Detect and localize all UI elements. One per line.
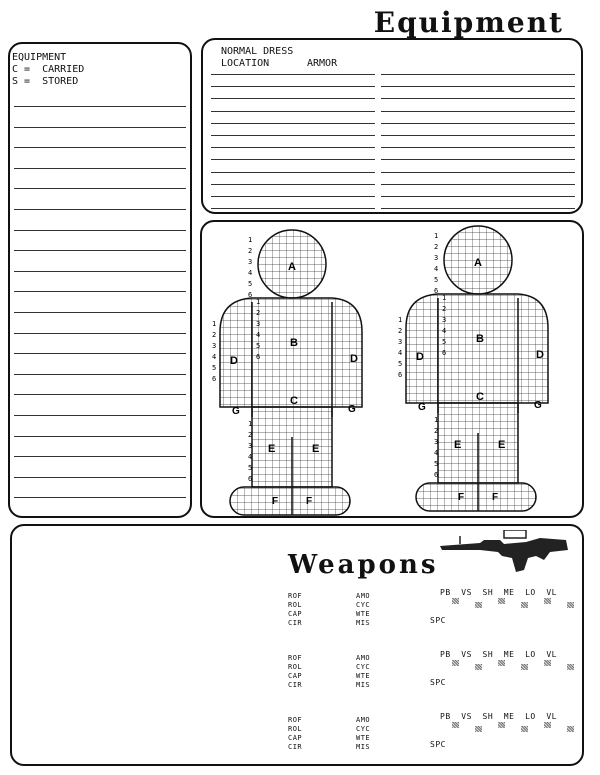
range-box [567, 726, 574, 732]
range-box [498, 660, 505, 666]
equipment-entry-line [14, 188, 186, 189]
row-number: 3 [248, 258, 253, 266]
arm-label-right: D [350, 353, 358, 365]
leg-label-left: E [454, 439, 462, 451]
hand-label-right: G [348, 404, 356, 415]
weapon-stat-labels-2: AMO CYC WTE MIS [356, 592, 371, 627]
torso-label: B [290, 337, 298, 349]
range-box [544, 722, 551, 728]
equipment-entry-line [14, 353, 186, 354]
row-number: 2 [248, 247, 253, 255]
arm-label-right: D [536, 349, 544, 361]
arm-label-left: D [416, 351, 424, 363]
row-number: 2 [442, 305, 447, 313]
body-figure-front [220, 230, 362, 515]
row-number: 2 [398, 327, 403, 335]
carried-legend: C = CARRIED [12, 64, 85, 75]
row-number: 3 [434, 254, 439, 262]
equipment-entry-line [14, 250, 186, 251]
armor-entry-line [381, 208, 575, 209]
foot-label-left: F [458, 492, 465, 503]
row-number: 5 [434, 460, 439, 468]
range-box [498, 598, 505, 604]
abdomen-label: C [476, 391, 484, 403]
armor-entry-line [381, 86, 575, 87]
abdomen-label: C [290, 395, 298, 407]
row-number: 4 [212, 353, 217, 361]
special-label: SPC [430, 616, 446, 625]
weapon-stat-labels-2: AMO CYC WTE MIS [356, 654, 371, 689]
row-number: 6 [248, 475, 253, 483]
row-number: 1 [212, 320, 217, 328]
range-box [567, 664, 574, 670]
row-number: 3 [398, 338, 403, 346]
equipment-entry-line [14, 291, 186, 292]
row-number: 6 [398, 371, 403, 379]
row-number: 2 [256, 309, 261, 317]
torso-label: B [476, 333, 484, 345]
equipment-entry-line [14, 230, 186, 231]
range-box [521, 726, 528, 732]
row-number: 4 [256, 331, 261, 339]
range-band-labels: PB VS SH ME LO VL [440, 588, 557, 597]
armor-entry-line [381, 98, 575, 99]
weapons-title: Weapons [288, 550, 439, 580]
row-number: 3 [256, 320, 261, 328]
equipment-entry-line [14, 168, 186, 169]
page-title: Equipment [373, 6, 564, 39]
row-number: 2 [434, 427, 439, 435]
location-entry-line [211, 196, 375, 197]
equipment-entry-line [14, 415, 186, 416]
range-box [452, 722, 459, 728]
location-entry-line [211, 123, 375, 124]
leg-label-right: E [312, 443, 320, 455]
equipment-entry-line [14, 436, 186, 437]
head-label: A [288, 261, 296, 273]
equipment-entry-line [14, 271, 186, 272]
special-label: SPC [430, 678, 446, 687]
row-number: 6 [248, 291, 253, 299]
range-box [498, 722, 505, 728]
armor-entry-line [381, 74, 575, 75]
armor-entry-line [381, 135, 575, 136]
row-number: 6 [434, 471, 439, 479]
row-number: 5 [212, 364, 217, 372]
armor-entry-line [381, 147, 575, 148]
range-box [567, 602, 574, 608]
range-box [475, 726, 482, 732]
rifle-icon [440, 530, 570, 576]
row-number: 4 [248, 269, 253, 277]
location-entry-line [211, 172, 375, 173]
armor-entry-line [381, 184, 575, 185]
row-number: 4 [442, 327, 447, 335]
location-entry-line [211, 111, 375, 112]
leg-label-right: E [498, 439, 506, 451]
weapon-stat-labels: ROF ROL CAP CIR [288, 592, 303, 627]
hit-location-diagrams [202, 222, 582, 516]
armor-entry-line [381, 123, 575, 124]
row-number: 6 [212, 375, 217, 383]
range-box [475, 664, 482, 670]
row-number: 6 [256, 353, 261, 361]
range-box [544, 598, 551, 604]
row-number: 5 [434, 276, 439, 284]
arm-label-left: D [230, 355, 238, 367]
weapon-stat-labels: ROF ROL CAP CIR [288, 654, 303, 689]
equipment-panel [8, 42, 192, 518]
special-label: SPC [430, 740, 446, 749]
row-number: 4 [398, 349, 403, 357]
armor-column-header: ARMOR [307, 58, 338, 69]
row-number: 2 [434, 243, 439, 251]
hand-label-left: G [418, 402, 426, 413]
foot-label-right: F [492, 492, 499, 503]
equipment-entry-line [14, 127, 186, 128]
normal-dress-panel [201, 38, 583, 214]
hand-label-right: G [534, 400, 542, 411]
row-number: 6 [442, 349, 447, 357]
equipment-entry-line [14, 497, 186, 498]
weapon-stat-labels: ROF ROL CAP CIR [288, 716, 303, 751]
location-entry-line [211, 184, 375, 185]
equipment-entry-line [14, 106, 186, 107]
leg-label-left: E [268, 443, 276, 455]
equipment-entry-line [14, 374, 186, 375]
armor-entry-line [381, 196, 575, 197]
armor-entry-line [381, 111, 575, 112]
equipment-entry-line [14, 312, 186, 313]
range-box [521, 602, 528, 608]
equipment-heading: EQUIPMENT [12, 52, 67, 63]
armor-entry-line [381, 172, 575, 173]
range-box [544, 660, 551, 666]
row-number: 3 [248, 442, 253, 450]
armor-entry-line [381, 159, 575, 160]
equipment-entry-line [14, 147, 186, 148]
location-entry-line [211, 159, 375, 160]
location-entry-line [211, 86, 375, 87]
range-box [452, 598, 459, 604]
equipment-entry-line [14, 456, 186, 457]
row-number: 1 [434, 416, 439, 424]
row-number: 1 [434, 232, 439, 240]
row-number: 5 [256, 342, 261, 350]
stored-legend: S = STORED [12, 76, 79, 87]
row-number: 3 [212, 342, 217, 350]
row-number: 1 [248, 236, 253, 244]
location-entry-line [211, 98, 375, 99]
row-number: 2 [248, 431, 253, 439]
row-number: 1 [442, 294, 447, 302]
range-box [452, 660, 459, 666]
foot-label-right: F [306, 496, 313, 507]
weapons-panel [10, 524, 584, 766]
weapon-stat-labels-2: AMO CYC WTE MIS [356, 716, 371, 751]
range-band-labels: PB VS SH ME LO VL [440, 712, 557, 721]
row-number: 5 [442, 338, 447, 346]
row-number: 3 [434, 438, 439, 446]
location-entry-line [211, 74, 375, 75]
hit-location-panel [200, 220, 584, 518]
row-number: 4 [434, 265, 439, 273]
range-band-labels: PB VS SH ME LO VL [440, 650, 557, 659]
row-number: 5 [398, 360, 403, 368]
row-number: 1 [398, 316, 403, 324]
row-number: 3 [442, 316, 447, 324]
range-box [475, 602, 482, 608]
foot-label-left: F [272, 496, 279, 507]
location-column-header: LOCATION [221, 58, 270, 69]
equipment-entry-line [14, 477, 186, 478]
location-entry-line [211, 135, 375, 136]
location-entry-line [211, 208, 375, 209]
normal-dress-heading: NORMAL DRESS [221, 46, 294, 57]
row-number: 4 [248, 453, 253, 461]
row-number: 4 [434, 449, 439, 457]
equipment-entry-line [14, 333, 186, 334]
hand-label-left: G [232, 406, 240, 417]
equipment-entry-line [14, 209, 186, 210]
range-box [521, 664, 528, 670]
row-number: 1 [256, 298, 261, 306]
row-number: 2 [212, 331, 217, 339]
row-number: 6 [434, 287, 439, 295]
row-number: 5 [248, 280, 253, 288]
row-number: 1 [248, 420, 253, 428]
equipment-entry-line [14, 394, 186, 395]
row-number: 5 [248, 464, 253, 472]
body-figure-back [406, 226, 548, 511]
head-label: A [474, 257, 482, 269]
location-entry-line [211, 147, 375, 148]
